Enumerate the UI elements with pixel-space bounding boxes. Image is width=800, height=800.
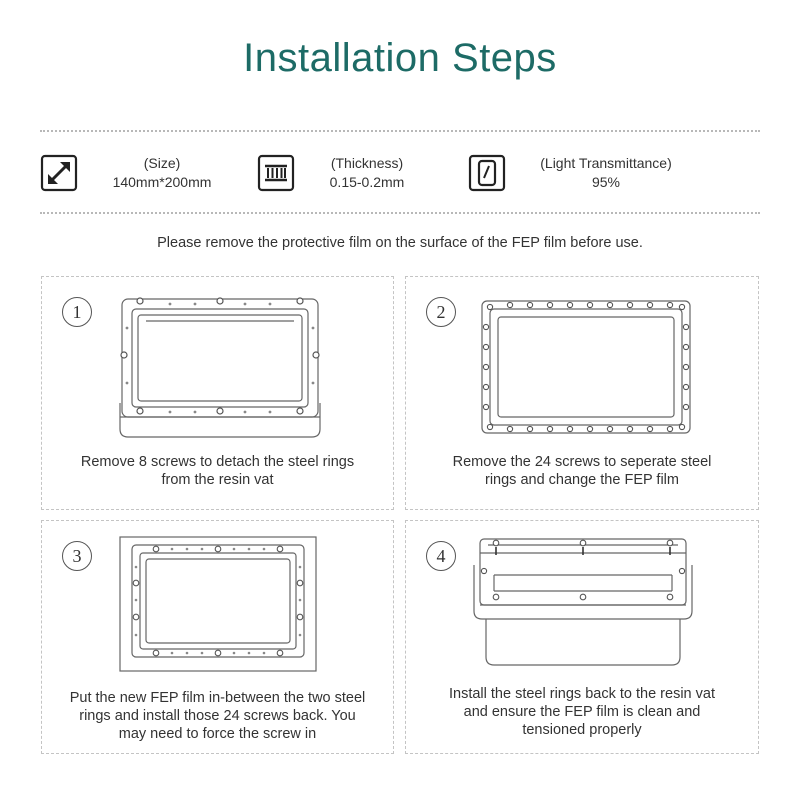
- step-number-3: 3: [62, 541, 92, 571]
- step-1-caption-line-1: Remove 8 screws to detach the steel rings: [80, 454, 355, 470]
- step-2-caption-line-1: Remove the 24 screws to seperate steel: [452, 454, 712, 470]
- spec-thickness-label: (Thickness): [330, 155, 404, 171]
- page-title: Installation Steps: [243, 36, 557, 80]
- step-4-caption-line-2: and ensure the FEP film is clean and: [463, 704, 701, 720]
- step-panel-2: [405, 276, 759, 510]
- rings-reinstalled-on-vat-illustration: [472, 535, 694, 669]
- resin-vat-with-rings-illustration: [110, 293, 330, 443]
- step-3-caption-line-1: Put the new FEP film in-between the two steel: [69, 690, 366, 706]
- light-panel-icon: [468, 154, 506, 192]
- spec-size: [40, 148, 240, 198]
- step-panel-4: [405, 520, 759, 754]
- divider-bottom: [40, 212, 760, 214]
- step-3-caption-line-3: may need to force the screw in: [118, 726, 317, 742]
- step-1-caption-line-2: from the resin vat: [161, 472, 274, 488]
- step-number-1: 1: [62, 297, 92, 327]
- step-4-caption-line-1: Install the steel rings back to the resin vat: [449, 686, 715, 702]
- spec-light-label: (Light Transmittance): [540, 155, 672, 171]
- divider-top: [40, 130, 760, 132]
- step-panel-3: [41, 520, 394, 754]
- spec-thickness-value: 0.15-0.2mm: [329, 174, 405, 190]
- thickness-layers-icon: [257, 154, 295, 192]
- step-4-caption-line-3: tensioned properly: [522, 722, 642, 738]
- step-number-2: 2: [426, 297, 456, 327]
- fep-film-between-rings-illustration: [118, 535, 318, 675]
- spec-thickness: [257, 148, 437, 198]
- step-panel-1: [41, 276, 394, 510]
- resize-arrows-icon: [40, 154, 78, 192]
- spec-size-value: 140mm*200mm: [112, 174, 212, 190]
- spec-size-label: (Size): [143, 155, 181, 171]
- spec-light-transmittance: [468, 148, 698, 198]
- step-3-caption-line-2: rings and install those 24 screws back. You: [79, 708, 356, 724]
- step-2-caption-line-2: rings and change the FEP film: [485, 472, 679, 488]
- separated-steel-rings-illustration: [476, 295, 696, 440]
- spec-light-value: 95%: [591, 174, 621, 190]
- protective-film-note: Please remove the protective film on the surface of the FEP film before use.: [157, 235, 643, 251]
- step-number-4: 4: [426, 541, 456, 571]
